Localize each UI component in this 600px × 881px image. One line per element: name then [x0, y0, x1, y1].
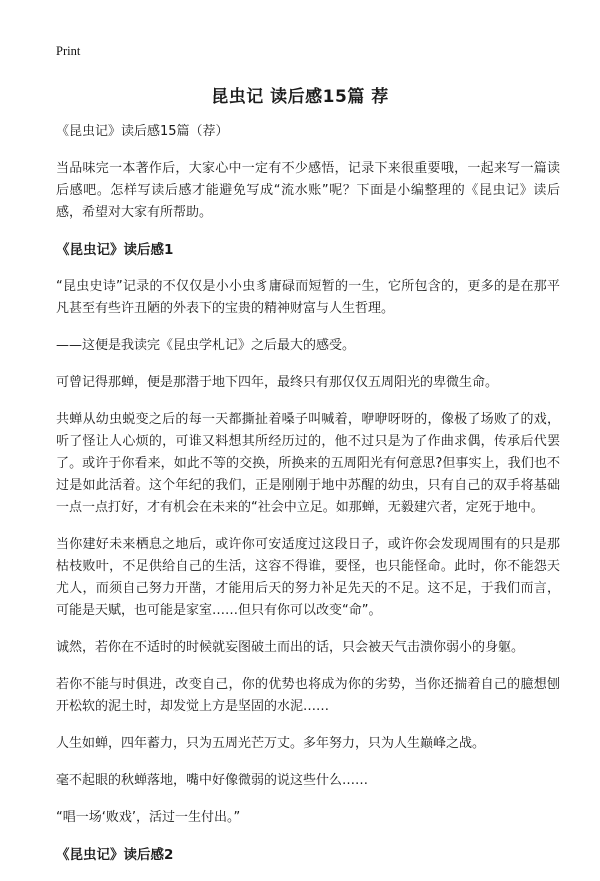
paragraph: 共蝉从幼虫蜕变之后的每一天都撕扯着嗓子叫喊着，咿咿呀呀的，像极了场败了的戏，听了怪让人心烦的，可谁又料想其所经历过的，他不过只是为了作曲求偶，传承后代罢了。或许于你看来，如此不等的交换，所换来的五周阳光有何意思?但事实上，我们也不过是如此活着。这个年纪的我们，正是刚刚于地中苏醒的幼虫，只有自己的双手将基础一点一点打好，才有机会在未来的“社会中立足。如那蝉，无毅建穴者，定死于地中。: [56, 412, 560, 515]
article-subtitle: 《昆虫记》读后感15篇（荐）: [56, 124, 229, 139]
print-link[interactable]: Print: [56, 44, 81, 58]
paragraph: “昆虫史诗”记录的不仅仅是小小虫豸庸碌而短暂的一生，它所包含的，更多的是在那平凡甚至有些许丑陋的外表下的宝贵的精神财富与人生哲理。: [56, 279, 560, 316]
paragraph: 可曾记得那蝉，便是那潜于地下四年，最终只有那仅仅五周阳光的卑微生命。: [56, 375, 499, 390]
intro-paragraph: 当品味完一本著作后，大家心中一定有不少感悟，记录下来很重要哦，一起来写一篇读后感吧。怎样写读后感才能避免写成“流水账”呢？下面是小编整理的《昆虫记》读后感，希望对大家有所帮助。: [56, 161, 560, 220]
page-title: 昆虫记 读后感15篇 荐: [211, 87, 389, 107]
paragraph: ——这便是我读完《昆虫学札记》之后最大的感受。: [56, 338, 356, 353]
section-heading-2: 《昆虫记》读后感2: [56, 847, 174, 863]
paragraph: 诚然，若你在不适时的时候就妄图破土而出的话，只会被天气击溃你弱小的身躯。: [56, 640, 525, 655]
paragraph: 毫不起眼的秋蝉落地，嘴中好像微弱的说这些什么……: [56, 773, 369, 788]
paragraph: 人生如蝉，四年蓄力，只为五周光芒万丈。多年努力，只为人生巅峰之战。: [56, 736, 486, 751]
paragraph: 当你建好未来栖息之地后，或许你可安适度过这段日子，或许你会发现周围有的只是那枯枝败叶，不足供给自己的生活，这容不得谁，要怪，也只能怪命。此时，你不能怨天尤人，而须自己努力开凿，才能用后天的努力补足先天的不足。这不足，于我们而言，可能是天赋，也可能是家室……但只有你可以改变“命”。: [56, 537, 560, 618]
paragraph: 若你不能与时俱进，改变自己，你的优势也将成为你的劣势，当你还揣着自己的臆想刨开松软的泥土时，却发觉上方是坚固的水泥……: [56, 677, 560, 714]
paragraph: “唱一场‘败戏’，活过一生付出。”: [56, 810, 241, 825]
section-heading-1: 《昆虫记》读后感1: [56, 242, 174, 258]
article-body: [56, 121, 560, 881]
